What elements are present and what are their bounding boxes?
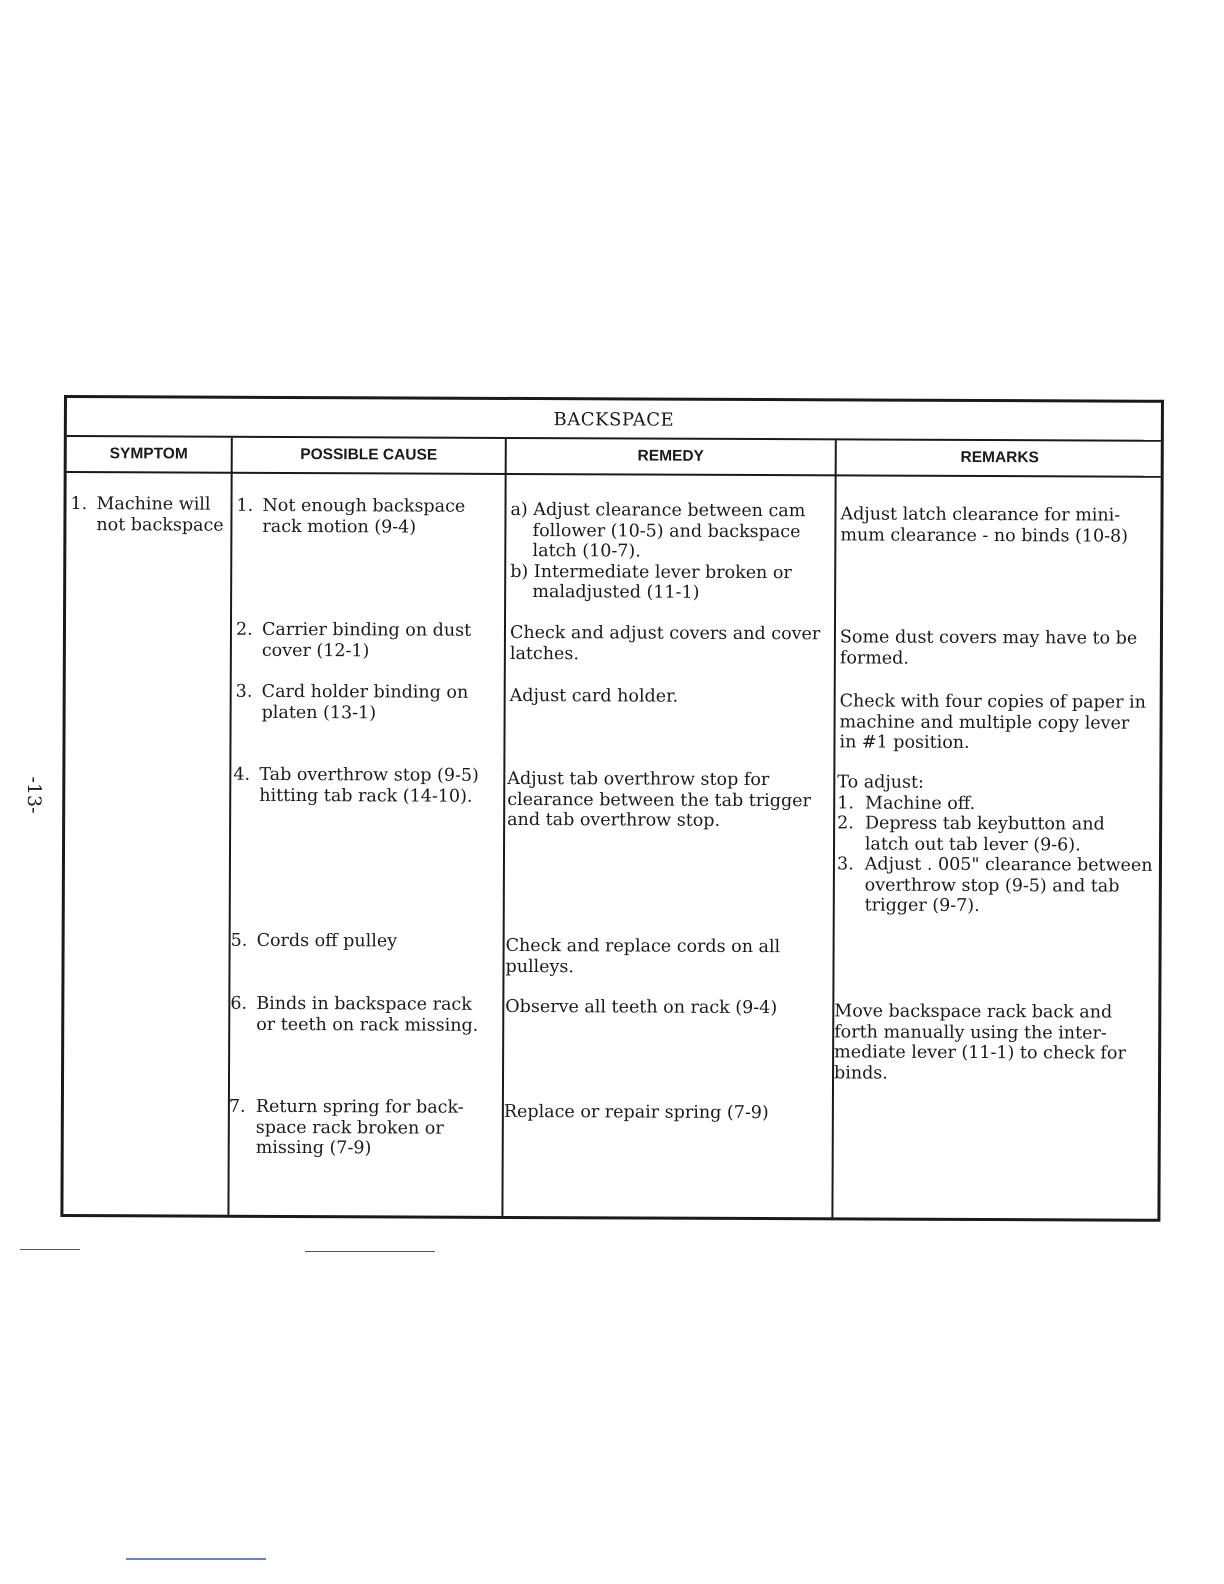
header-symptom: SYMPTOM bbox=[109, 445, 188, 463]
column-divider bbox=[831, 440, 836, 1217]
symptom-text: Machine will not backspace bbox=[96, 494, 224, 536]
symptom-number: 1. bbox=[70, 494, 88, 515]
symptom-cell bbox=[70, 494, 223, 536]
column-divider bbox=[501, 439, 506, 1216]
cause-cell bbox=[233, 765, 479, 807]
cause-number: 7. bbox=[228, 1096, 246, 1117]
remarks-cell: Move backspace rack back and forth manually using the inter- mediate lever (11-1) to check for binds. bbox=[834, 1001, 1126, 1084]
header-possible-cause: POSSIBLE CAUSE bbox=[300, 446, 438, 464]
remedy-cell: Adjust tab overthrow stop for clearance between the tab trigger and tab overthrow stop. bbox=[507, 768, 811, 831]
cause-text: Cords off pulley bbox=[256, 930, 398, 952]
cause-cell bbox=[236, 620, 471, 662]
cause-number: 3. bbox=[235, 681, 253, 702]
remedy-cell: Replace or repair spring (7-9) bbox=[503, 1101, 769, 1124]
remarks-cell: Check with four copies of paper in machine and multiple copy lever in #1 position. bbox=[839, 691, 1146, 753]
page-number: -13- bbox=[23, 776, 45, 814]
page-bottom-rule bbox=[126, 1558, 266, 1560]
cause-text: Tab overthrow stop (9-5) hitting tab rack (14-10). bbox=[259, 764, 479, 807]
cause-number: 5. bbox=[230, 930, 248, 951]
header-remarks: REMARKS bbox=[960, 448, 1039, 467]
remarks-cell: Adjust latch clearance for mini- mum clearance - no binds (10-8) bbox=[840, 504, 1129, 547]
remarks-cell: To adjust: 1. Machine off. 2. Depress tab keybutton and latch out tab lever (9-6). 3. Adjust . 005" clearance between overthrow stop (9-5) and tab trigger (9-7). bbox=[836, 772, 1153, 917]
cause-number: 6. bbox=[230, 993, 248, 1014]
remedy-cell: Check and adjust covers and cover latches. bbox=[509, 622, 821, 664]
remedy-cell: Check and replace cords on all pulleys. bbox=[505, 935, 781, 977]
cause-text: Carrier binding on dust cover (12-1) bbox=[261, 619, 472, 661]
cause-cell bbox=[229, 1097, 464, 1160]
footer-rule bbox=[20, 1249, 80, 1250]
remarks-cell: Some dust covers may have to be formed. bbox=[839, 627, 1138, 669]
cause-cell bbox=[236, 496, 465, 538]
cause-cell bbox=[230, 994, 478, 1036]
remedy-cell: a) Adjust clearance between cam follower (10-5) and backspace latch (10-7). b) Intermediate lever broken or maladjusted (11-1) bbox=[510, 499, 806, 603]
cause-cell bbox=[236, 682, 469, 724]
header-remedy: REMEDY bbox=[637, 447, 704, 465]
cause-number: 1. bbox=[236, 495, 254, 516]
cause-text: Card holder binding on platen (13-1) bbox=[261, 681, 469, 723]
footer-rule bbox=[305, 1251, 435, 1252]
cause-text: Binds in backspace rack or teeth on rack missing. bbox=[256, 993, 479, 1036]
remedy-cell: Observe all teeth on rack (9-4) bbox=[505, 996, 778, 1019]
troubleshooting-table bbox=[60, 395, 1164, 1222]
cause-number: 2. bbox=[235, 619, 253, 640]
cause-text: Not enough backspace rack motion (9-4) bbox=[262, 495, 466, 538]
table-title: BACKSPACE bbox=[67, 398, 1161, 442]
remedy-cell: Adjust card holder. bbox=[509, 685, 679, 707]
cause-cell bbox=[231, 931, 398, 952]
cause-number: 4. bbox=[233, 764, 251, 785]
cause-text: Return spring for back- space rack broken or missing (7-9) bbox=[255, 1096, 464, 1159]
